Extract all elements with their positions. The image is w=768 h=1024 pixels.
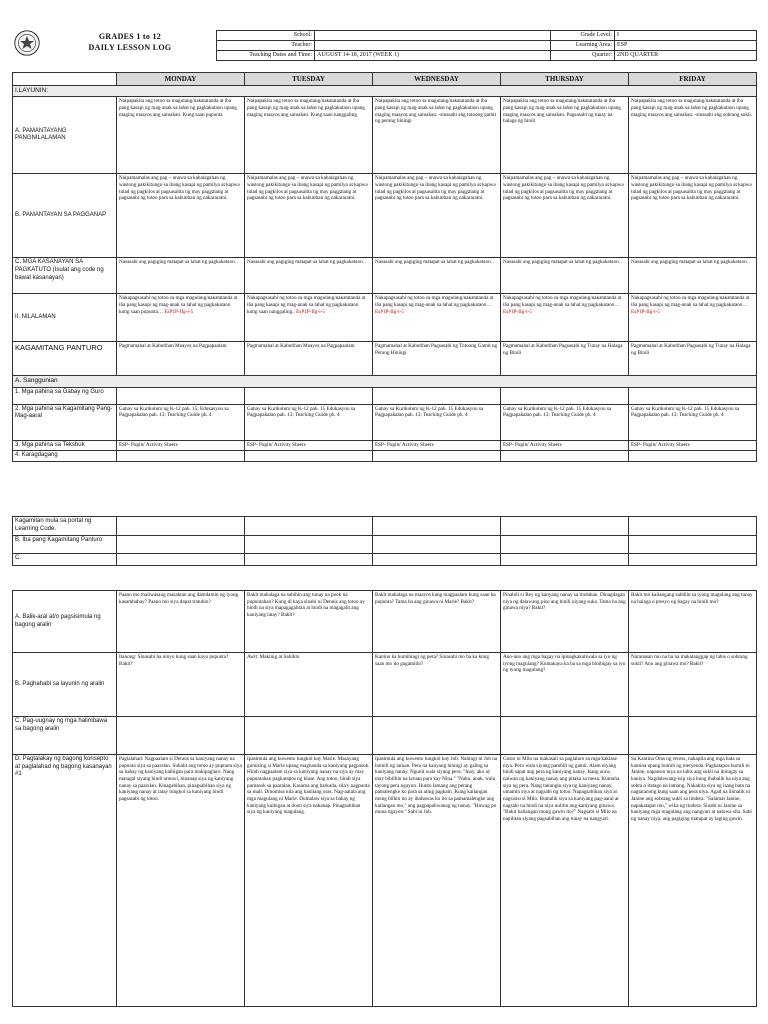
learning-area-value[interactable]: ESP <box>615 41 757 51</box>
day-header-monday: MONDAY <box>117 73 245 86</box>
cell-portal-wed <box>373 517 501 536</box>
cell-pagtalakay-wed: Ipasimula ang kuwento tungkol kay Job. Nahingi ni Job na bumili ng laruan. Pera na kanyang hiningi ay galing sa kaniyang nanay. Ngunit wala siyang pera. "Inay, ako ay may bibilhin na laruan para kay Nina." "Naku, anak, wala tayong pera ngayon. Hunto lamang ang perang pamalengke ko para sa ating pagkain. Kung kailangan mong bilhin ito ay ibabawas ko ito sa pamamalengke ang kailangan mo," ang pagpapaliwanag ng nanay. "Huwag po muna ngayon." Sabi ni Job. <box>373 755 501 1007</box>
cell-pag-uugnay-tue <box>245 717 373 755</box>
cell-nilalaman-tue <box>245 294 373 342</box>
row-label-paghahabi: B. Paghahabi sa layunin ng aralin <box>13 653 117 717</box>
cell-paghahabi-thu: Ano-ano ang mga bagay na ipinagkakatiwala sa iyo ng iyong magulang? Kumakaya ka ba sa mga binibigay sa iyo ng iyong magulang? <box>501 653 629 717</box>
cell-balikaral-thu: Pinabili si Rey ng kanyang nanay sa tindahan. Dinagdagan niya ng dalawang piso ang binili niyang suka. Tama ba ang ginawa niya? Bakit? <box>501 591 629 653</box>
document-title <box>50 32 210 54</box>
grade-level-value[interactable]: I <box>615 31 757 41</box>
cell-teksbuk-thu: ESP- Pupils' Activity Sheets <box>501 440 629 451</box>
day-header-thursday: THURSDAY <box>501 73 629 86</box>
row-label-nilalaman: II. NILALAMAN <box>13 294 117 342</box>
cell-pagganap-fri: Naipamamalas ang pag – unawa sa kahalagahan ng wastong pakikitungo sa ibang kasapi ng pamilya at kapwa tulad ng pagkilos at pagsasalita ng may paggalang at pagsasabi ng totoo para sa kabutihan ng nakararami. <box>629 174 757 258</box>
nilalaman-text-mon: Nakapagsasabi ng totoo sa mga magulang/nakatatanda at iba pang kasapi ng mag-anak sa lahat ng pagkakataon kung saan pupunta… <box>119 295 238 315</box>
cell-pangnilalaman-thu: Naipapakita ang totoo sa magulang/nakatatanda at iba pang kasapi ng mag-anak sa lahat ng pagkakataon upang maging maayos ang samahan. Pagsasabi ng tunay na halaga ng binili <box>501 97 629 174</box>
cell-gabay-wed <box>373 387 501 404</box>
cell-pagtalakay-thu: Gusto ni Milo na makasali sa paglalaro sa mga kaklase niya. Pero wala siyang pambili ng gamit. Alam niyang hindi sapat ang pera ng kaniyang nanay. Isang araw, naiwan ng kaniyang nanay ang pitaka sa mesa. Kumuha siya ng pera. Nang tanungin siya ng kaniyang nanay, umamin siya at nagsabi ng totoo. Napagsabihan siya at nagsisisi si Milo. Bumalik siya sa kaniyang pag-aaral at nagsabi na hindi na niya uulitin ang kaniyang ginawa. "Bakit kailangan mong gawin ito?" Nagsabi si Milo na napilitan siyang pagsabihan ang tunay na nangyari. <box>501 755 629 1007</box>
cell-gabay-thu <box>501 387 629 404</box>
cell-paghahabi-fri: Naranasan mo na ba na makatanggap ng labis o sobrang sukli? Ano ang ginawa mo? Bakit? <box>629 653 757 717</box>
cell-portal-fri <box>629 517 757 536</box>
teaching-dates-label: Teaching Dates and Time: <box>217 51 315 61</box>
row-label-kagamitang-panturo: KAGAMITANG PANTURO <box>13 342 117 376</box>
cell-pag-uugnay-mon <box>117 717 245 755</box>
row-label-pagtalakay: D. Pagtalakay ng bagong konsepto at paglalahad ng bagong kasanayan #1 <box>13 755 117 1007</box>
cell-c-tue <box>245 554 373 566</box>
row-label-gabay-ng-guro: 1. Mga pahina sa Gabay ng Guro <box>13 387 117 404</box>
cell-balikaral-fri: Bakit mo kailangang sabihin sa iyong magulang ang tunay na halaga o presyo ng bagay na binili mo? <box>629 591 757 653</box>
cell-pag-uugnay-thu <box>501 717 629 755</box>
competency-code-mon: EsP1P-IIg-i-5 <box>164 308 194 315</box>
row-label-mga-kasanayan: C. MGA KASANAYAN SA PAGKATUTO (Isulat ang code ng bawat kasanayan) <box>13 258 117 294</box>
cell-kagamitan-mon: Pagmamahal at Kabutihan Maayos na Pagpapaalam <box>117 342 245 376</box>
competency-code-thu: EsP1P-IIg-i-5 <box>503 308 532 315</box>
cell-pag-uugnay-wed <box>373 717 501 755</box>
deped-seal-icon <box>14 30 40 56</box>
quarter-label: Quarter: <box>551 51 615 61</box>
row-label-balik-aral: A. Balik-aral at/o pagsisimula ng bagong aralin <box>13 591 117 653</box>
cell-pagtalakay-mon: Paglalahad: Nagpaalam si Dennis sa kaniyang nanay na pupunta siya sa paaralan. Subalit ang totoo ay pupunta siya sa bahay ng kaniyang kaibigan para makipaglaro. Nang matagal siyang hindi umuwi, hinanap siya ng kaniyang nanay sa paaralan. Kinagabihan, pinagsabihan siya ng kaniyang nanay at tatay tungkol sa kaniyang hindi pagsasabi ng totoo. <box>117 755 245 1007</box>
cell-iba-tue <box>245 536 373 554</box>
cell-pagganap-thu: Naipamamalas ang pag – unawa sa kahalagahan ng wastong pakikitungo sa ibang kasapi ng pamilya at kapwa tulad ng pagkilos at pagsasalita ng may paggalang at pagsasabi ng totoo para sa kabutihan ng nakararami. <box>501 174 629 258</box>
cell-portal-thu <box>501 517 629 536</box>
cell-nilalaman-mon <box>117 294 245 342</box>
cell-pagganap-tue: Naipamamalas ang pag – unawa sa kahalagahan ng wastong pakikitungo sa ibang kasapi ng pamilya at kapwa tulad ng pagkilos at pagsasalita ng may paggalang at pagsasabi ng totoo para sa kabutihan ng nakararami. <box>245 174 373 258</box>
cell-kasanayan-tue: Nasasabi ang pagiging matapat sa lahat ng pagkakataon. <box>245 258 373 294</box>
cell-kasanayan-wed: Nasasabi ang pagiging matapat sa lahat ng pagkakataon. <box>373 258 501 294</box>
school-label: School: <box>217 31 315 41</box>
cell-iba-mon <box>117 536 245 554</box>
cell-karagdagang-fri <box>629 451 757 462</box>
row-label-pag-uugnay: C. Pag-uugnay ng mga halimbawa sa bagong aralin <box>13 717 117 755</box>
section-layunin: I.LAYUNIN: <box>13 86 757 97</box>
section-sanggunian: A. Sanggunian <box>13 376 757 387</box>
cell-c-wed <box>373 554 501 566</box>
cell-karagdagang-thu <box>501 451 629 462</box>
cell-pangnilalaman-wed: Naipapakita ang totoo sa magulang/nakatatanda at iba pang kasapi ng mag-anak sa lahat ng pagkakataon upang maging maayos ang samahan. -sinasabi ang totoong gamit ng perang hiningi <box>373 97 501 174</box>
cell-pagtalakay-fri: Sa Kantina Oras ng recess, nakapila ang mga bata sa kantina upang bumili ng meryenda. Pagkatapos bumili ni Janine, napansin niya na labis ang sukli na ibinigay sa kaniya. Nagdalawang-isip siya kung ibabalik ba niya ang sobra o itatago na lamang. Nakakita siya ng isang bata na nagtatanong kung saan ang pera niya. Agad na ibinalik ni Janine ang sobrang sukli sa tindera. "Salamat Janine, napakatapat mo," wika ng tindera. Sinabi ni Janine sa kaniyang mga magulang ang nangyari at natuwa sila. Sabi ng nanay niya, ang pagiging matapat ay laging gawin. <box>629 755 757 1007</box>
cell-balikaral-wed: Bakit mahalaga na maayos kang magpaalam kung saan ka pupunta? Tama ba ang ginawa ni Marie? Bakit? <box>373 591 501 653</box>
cell-kagamitan-tue: Pagmamahal at Kabutihan Maayos na Pagpapaalam <box>245 342 373 376</box>
lesson-log-table-page-2-top <box>12 516 757 566</box>
competency-code-tue: EsP1P-IIg-i-5 <box>296 308 325 315</box>
teaching-dates-value[interactable]: AUGUST 14-18, 2017 (WEEK 1) <box>315 51 551 61</box>
cell-paghahabi-mon: Itanong: Sinasabi ba ninyo kung saan kayo pupunta? Bakit? <box>117 653 245 717</box>
cell-pangmagaaral-tue: Gabay sa Kurikulum ng K-12 pah. 15 Edukasyon sa Pagpapakatao pah. 13; Teaching Guide ph. 4 <box>245 404 373 440</box>
day-header-blank <box>13 73 117 86</box>
title-dll: DAILY LESSON LOG <box>88 42 172 52</box>
cell-pagganap-wed: Naipamamalas ang pag – unawa sa kahalagahan ng wastong pakikitungo sa ibang kasapi ng pamilya at kapwa tulad ng pagkilos at pagsasalita ng may paggalang at pagsasabi ng totoo para sa kabutihan ng nakararami. <box>373 174 501 258</box>
learning-area-label: Learning Area: <box>551 41 615 51</box>
row-label-teksbuk: 3. Mga pahina sa Teksbuk <box>13 440 117 451</box>
cell-pangmagaaral-wed: Gabay sa Kurikulum ng K-12 pah. 15 Edukasyon sa Pagpapakatao pah. 13; Teaching Guide ph. 4 <box>373 404 501 440</box>
cell-karagdagang-tue <box>245 451 373 462</box>
grade-level-label: Grade Level: <box>551 31 615 41</box>
cell-teksbuk-mon: ESP- Pupils' Activity Sheets <box>117 440 245 451</box>
cell-nilalaman-wed <box>373 294 501 342</box>
cell-teksbuk-fri: ESP- Pupils' Activity Sheets <box>629 440 757 451</box>
day-header-friday: FRIDAY <box>629 73 757 86</box>
cell-kasanayan-thu: Nasasabi ang pagiging matapat sa lahat ng pagkakataon. <box>501 258 629 294</box>
cell-c-thu <box>501 554 629 566</box>
competency-code-wed: EsP1P-IIg-i-5 <box>375 308 404 315</box>
row-label-kagamitang-pang-mag-aaral: 2. Mga pahina sa Kagamitang Pang-Mag-aaral <box>13 404 117 440</box>
row-label-karagdagang: 4. Karagdagang <box>13 451 117 462</box>
cell-portal-mon <box>117 517 245 536</box>
cell-pangmagaaral-mon: Gabay sa Kurikulum ng K-12 pah. 15; Edukasyon sa Pagpapakatao pah. 13; Teaching Guide ph. 4 <box>117 404 245 440</box>
cell-iba-fri <box>629 536 757 554</box>
cell-gabay-fri <box>629 387 757 404</box>
competency-code-fri: EsP1P-IIg-i-5 <box>631 308 660 315</box>
title-grades: GRADES 1 to 12 <box>98 32 162 41</box>
cell-kasanayan-fri: Nasasabi ang pagiging matapat sa lahat ng pagkakataon. <box>629 258 757 294</box>
cell-gabay-mon <box>117 387 245 404</box>
row-label-iba-pang-kagamitan: B. Iba pang Kagamitang Panturo <box>13 536 117 554</box>
cell-teksbuk-tue: ESP- Pupils' Activity Sheets <box>245 440 373 451</box>
cell-paghahabi-wed: Kanino ka humihingi ng pera? Sinasabi mo ba ka kung saan mo ito gagamitin? <box>373 653 501 717</box>
header-info-table <box>216 30 757 61</box>
cell-gabay-tue <box>245 387 373 404</box>
day-header-tuesday: TUESDAY <box>245 73 373 86</box>
row-label-pamantayang-pangnilalaman: A. PAMANTAYANG PANGNILALAMAN <box>13 97 117 174</box>
cell-teksbuk-wed: ESP- Pupils' Activity Sheets <box>373 440 501 451</box>
cell-nilalaman-fri <box>629 294 757 342</box>
cell-nilalaman-thu <box>501 294 629 342</box>
nilalaman-text-fri: Nakapagsasabi ng totoo sa mga magulang/nakatatanda at iba pang kasapi ng mag-anak sa lahat ng pagkakataon… <box>631 295 750 308</box>
cell-kagamitan-wed: Pagmamahal at Kabutihan Pagsasabi ng Totoong Gamit ng Perang Hiningi <box>373 342 501 376</box>
cell-balikaral-tue: Bakit mahalaga na sabihin ang tunay na pook na pupuntahan? Kung di kaya sinabi ni Dennis ang totoo ay hindi na siya mapagagalitan at hindi na magagalit ang kaniyang tatay? Bakit? <box>245 591 373 653</box>
cell-c-fri <box>629 554 757 566</box>
nilalaman-text-wed: Nakapagsasabi ng totoo sa mga magulang/nakatatanda at iba pang kasapi ng mag-anak sa lahat ng pagkakataon… <box>375 295 494 308</box>
nilalaman-text-thu: Nakapagsasabi ng totoo sa mga magulang/nakatatanda at iba pang kasapi ng mag-anak sa lahat ng pagkakataon… <box>503 295 622 308</box>
cell-pagtalakay-tue: Ipasimula ang kuwento tungkol kay Marie. Masayang gumising si Marie upang maghanda sa kaniyang pagpasok. Hindi nagpaalam siya sa kaniyang nanay na siya ay may pupuntahan pagkatapos ng klase. Ang totoo, hindi siya pumasok sa paaralan. Kasama ang barkada, sila'y nagpunta sa mall. Dinomisa nila ang kanilang oras. Nag-aalala ang mga magulang ni Marie. Dumalaw siya sa bahay ng kaniyang kaibigan at doon siya nahanap. Pinagsabihan siya ng kaniyang magulang. <box>245 755 373 1007</box>
cell-pangmagaaral-fri: Gabay sa Kurikulum ng K-12 pah. 15 Edukasyon sa Pagpapakatao pah. 13; Teaching Guide ph. 4 <box>629 404 757 440</box>
cell-c-mon <box>117 554 245 566</box>
lesson-log-table-page-2-procedure <box>12 590 757 1007</box>
cell-karagdagang-wed <box>373 451 501 462</box>
teacher-value[interactable] <box>315 41 551 51</box>
cell-paghahabi-tue: Awit: Makinig at Sabihin <box>245 653 373 717</box>
cell-pangnilalaman-mon: Naipapakita ang totoo sa magulang/nakatatanda at iba pang kasapi ng mag-anak sa lahat ng pagkakataon upang maging maayos ang samahan. Kung saan pupunta <box>117 97 245 174</box>
cell-pag-uugnay-fri <box>629 717 757 755</box>
cell-iba-wed <box>373 536 501 554</box>
cell-pangmagaaral-thu: Gabay sa Kurikulum ng K-12 pah. 15 Edukasyon sa Pagpapakatao pah. 13; Teaching Guide ph. 4 <box>501 404 629 440</box>
cell-pagganap-mon: Naipamamalas ang pag – unawa sa kahalagahan ng wastong pakikitungo sa ibang kasapi ng pamilya at kapwa tulad ng pagkilos at pagsasalita ng may paggalang at pagsasabi ng totoo para sa kabutihan ng nakararami. <box>117 174 245 258</box>
cell-pangnilalaman-tue: Naipapakita ang totoo sa magulang/nakatatanda at iba pang kasapi ng mag-anak sa lahat ng pagkakataon upang maging maayos ang samahan. Kung saan nanggaling <box>245 97 373 174</box>
cell-pangnilalaman-fri: Naipapakita ang totoo sa magulang/nakatatanda at iba pang kasapi ng mag-anak sa lahat ng pagkakataon upang maging maayos ang samahan. -sinasabi ang sobrang sukli. <box>629 97 757 174</box>
quarter-value[interactable]: 2ND QUARTER <box>615 51 757 61</box>
cell-portal-tue <box>245 517 373 536</box>
cell-kagamitan-thu: Pagmamahal at Kabutihan Pagsasabi ng Tunay na Halaga ng Binili <box>501 342 629 376</box>
cell-kagamitan-fri: Pagmamahal at Kabutihan Pagsasabi ng Tunay na Halaga ng Binili <box>629 342 757 376</box>
school-value[interactable] <box>315 31 551 41</box>
day-header-wednesday: WEDNESDAY <box>373 73 501 86</box>
cell-balikaral-mon: Paano mo maiiwasang masaktan ang damdamin ng iyong kasambahay? Paano mo siya dapat tratuhin? <box>117 591 245 653</box>
nilalaman-text-tue: Nakapagsasabi ng totoo sa mga magulang/nakatatanda at iba pang kasapi ng mag-anak sa lahat ng pagkakataon kung saan nanggaling.. <box>247 295 366 315</box>
cell-karagdagang-mon <box>117 451 245 462</box>
cell-iba-thu <box>501 536 629 554</box>
row-label-learning-portal: Kagamitan mula sa portal ng Learning Code. <box>13 517 117 536</box>
teacher-label: Teacher: <box>217 41 315 51</box>
row-label-c: C. <box>13 554 117 566</box>
lesson-log-table-page-1 <box>12 72 757 462</box>
cell-kasanayan-mon: Nasasabi ang pagiging matapat sa lahat ng pagkakataon. <box>117 258 245 294</box>
row-label-pamantayan-sa-pagganap: B. PAMANTAYAN SA PAGGANAP <box>13 174 117 258</box>
